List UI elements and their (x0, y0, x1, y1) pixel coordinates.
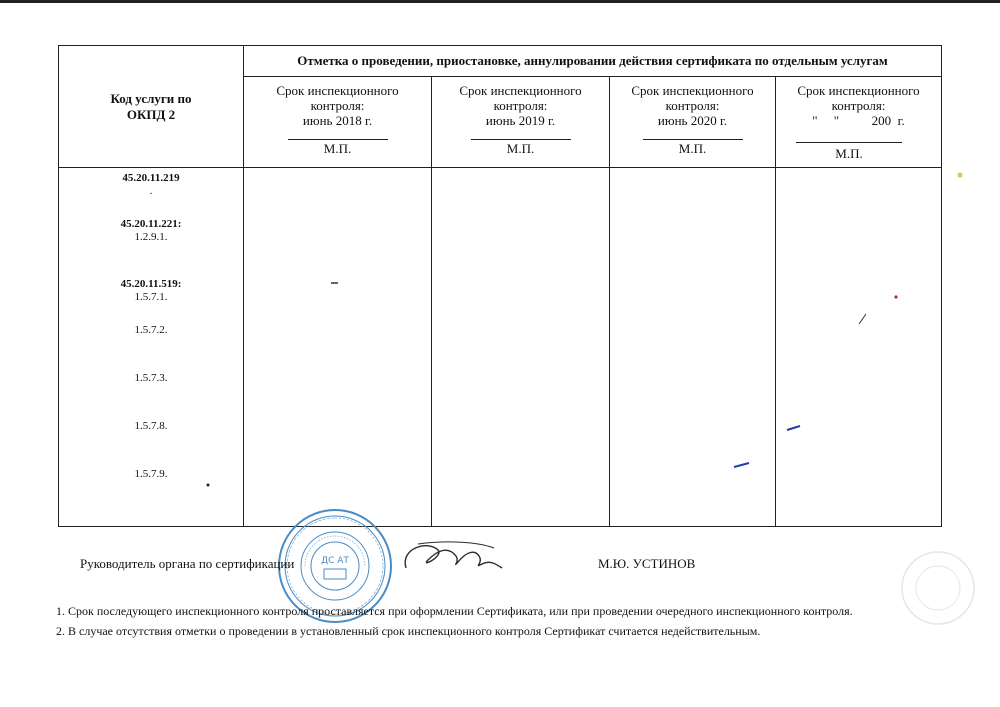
data-cell-2019 (432, 168, 610, 527)
code-sub: 1.5.7.1. (134, 291, 168, 303)
certificate-table (58, 45, 942, 527)
code-sub: 1.5.7.3. (134, 372, 168, 384)
data-cell-2018 (244, 168, 432, 527)
code-sub: 1.2.9.1. (134, 231, 168, 243)
code-item (59, 468, 243, 481)
code-sub: . (149, 185, 153, 197)
code-sub: 1.5.7.8. (134, 420, 168, 432)
period-label: Срок инспекционного контроля: (631, 83, 754, 113)
code-header-text: Код услуги по ОКПД 2 (110, 90, 192, 122)
data-cell-blank (776, 168, 942, 527)
code-item (59, 324, 243, 337)
code-item (59, 278, 243, 304)
director-label: Руководитель органа по сертификации (80, 556, 295, 571)
period-label: Срок инспекционного контроля: (459, 83, 582, 113)
code-item (59, 172, 243, 198)
mp-label: М.П. (288, 139, 388, 156)
period-2018 (244, 77, 432, 168)
code-sub: 1.5.7.2. (134, 324, 168, 336)
signature (398, 538, 508, 580)
top-border (0, 0, 1000, 3)
code-value: 45.20.11.221: (120, 218, 182, 230)
main-header: Отметка о проведении, приостановке, аннулировании действия сертификата по отдельным услугам (244, 46, 942, 77)
period-2019 (432, 77, 610, 168)
stamp-text: ДС АТ (321, 556, 349, 566)
footnote-2: 2. В случае отсутствия отметки о проведении в установленный срок инспекционного контроля Сертификат считается недействительным. (56, 624, 761, 638)
period-date: июнь 2020 г. (657, 113, 728, 128)
period-2020 (610, 77, 776, 168)
mp-label: М.П. (643, 139, 743, 156)
code-value: 45.20.11.219 (122, 172, 180, 184)
footnotes (56, 603, 936, 643)
code-item (59, 372, 243, 385)
pen-mark (205, 482, 211, 488)
footnote-1: 1. Срок последующего инспекционного контроля проставляется при оформлении Сертификата, или при проведении очередного инспекционного контроля. (56, 604, 853, 618)
period-date: июнь 2018 г. (302, 113, 373, 128)
period-label: Срок инспекционного контроля: (276, 83, 399, 113)
period-blank (776, 77, 942, 168)
pen-mark (955, 170, 965, 180)
code-header (59, 46, 244, 168)
pen-mark (330, 280, 340, 286)
mp-label: М.П. (471, 139, 571, 156)
pen-mark (733, 461, 751, 469)
code-sub: 1.5.7.9. (134, 468, 168, 480)
director-name: М.Ю. УСТИНОВ (598, 556, 696, 571)
data-cell-2020 (610, 168, 776, 527)
codes-cell (59, 168, 244, 527)
period-date: июнь 2019 г. (485, 113, 556, 128)
code-value: 45.20.11.519: (120, 278, 182, 290)
pen-mark (893, 294, 899, 300)
period-date: " " 200 г. (812, 113, 905, 128)
pen-mark (786, 424, 802, 432)
mp-line (784, 130, 914, 161)
period-label: Срок инспекционного контроля: (797, 83, 920, 113)
pen-mark (858, 312, 868, 326)
mp-label: М.П. (835, 146, 863, 161)
code-item (59, 218, 243, 244)
code-item (59, 420, 243, 433)
